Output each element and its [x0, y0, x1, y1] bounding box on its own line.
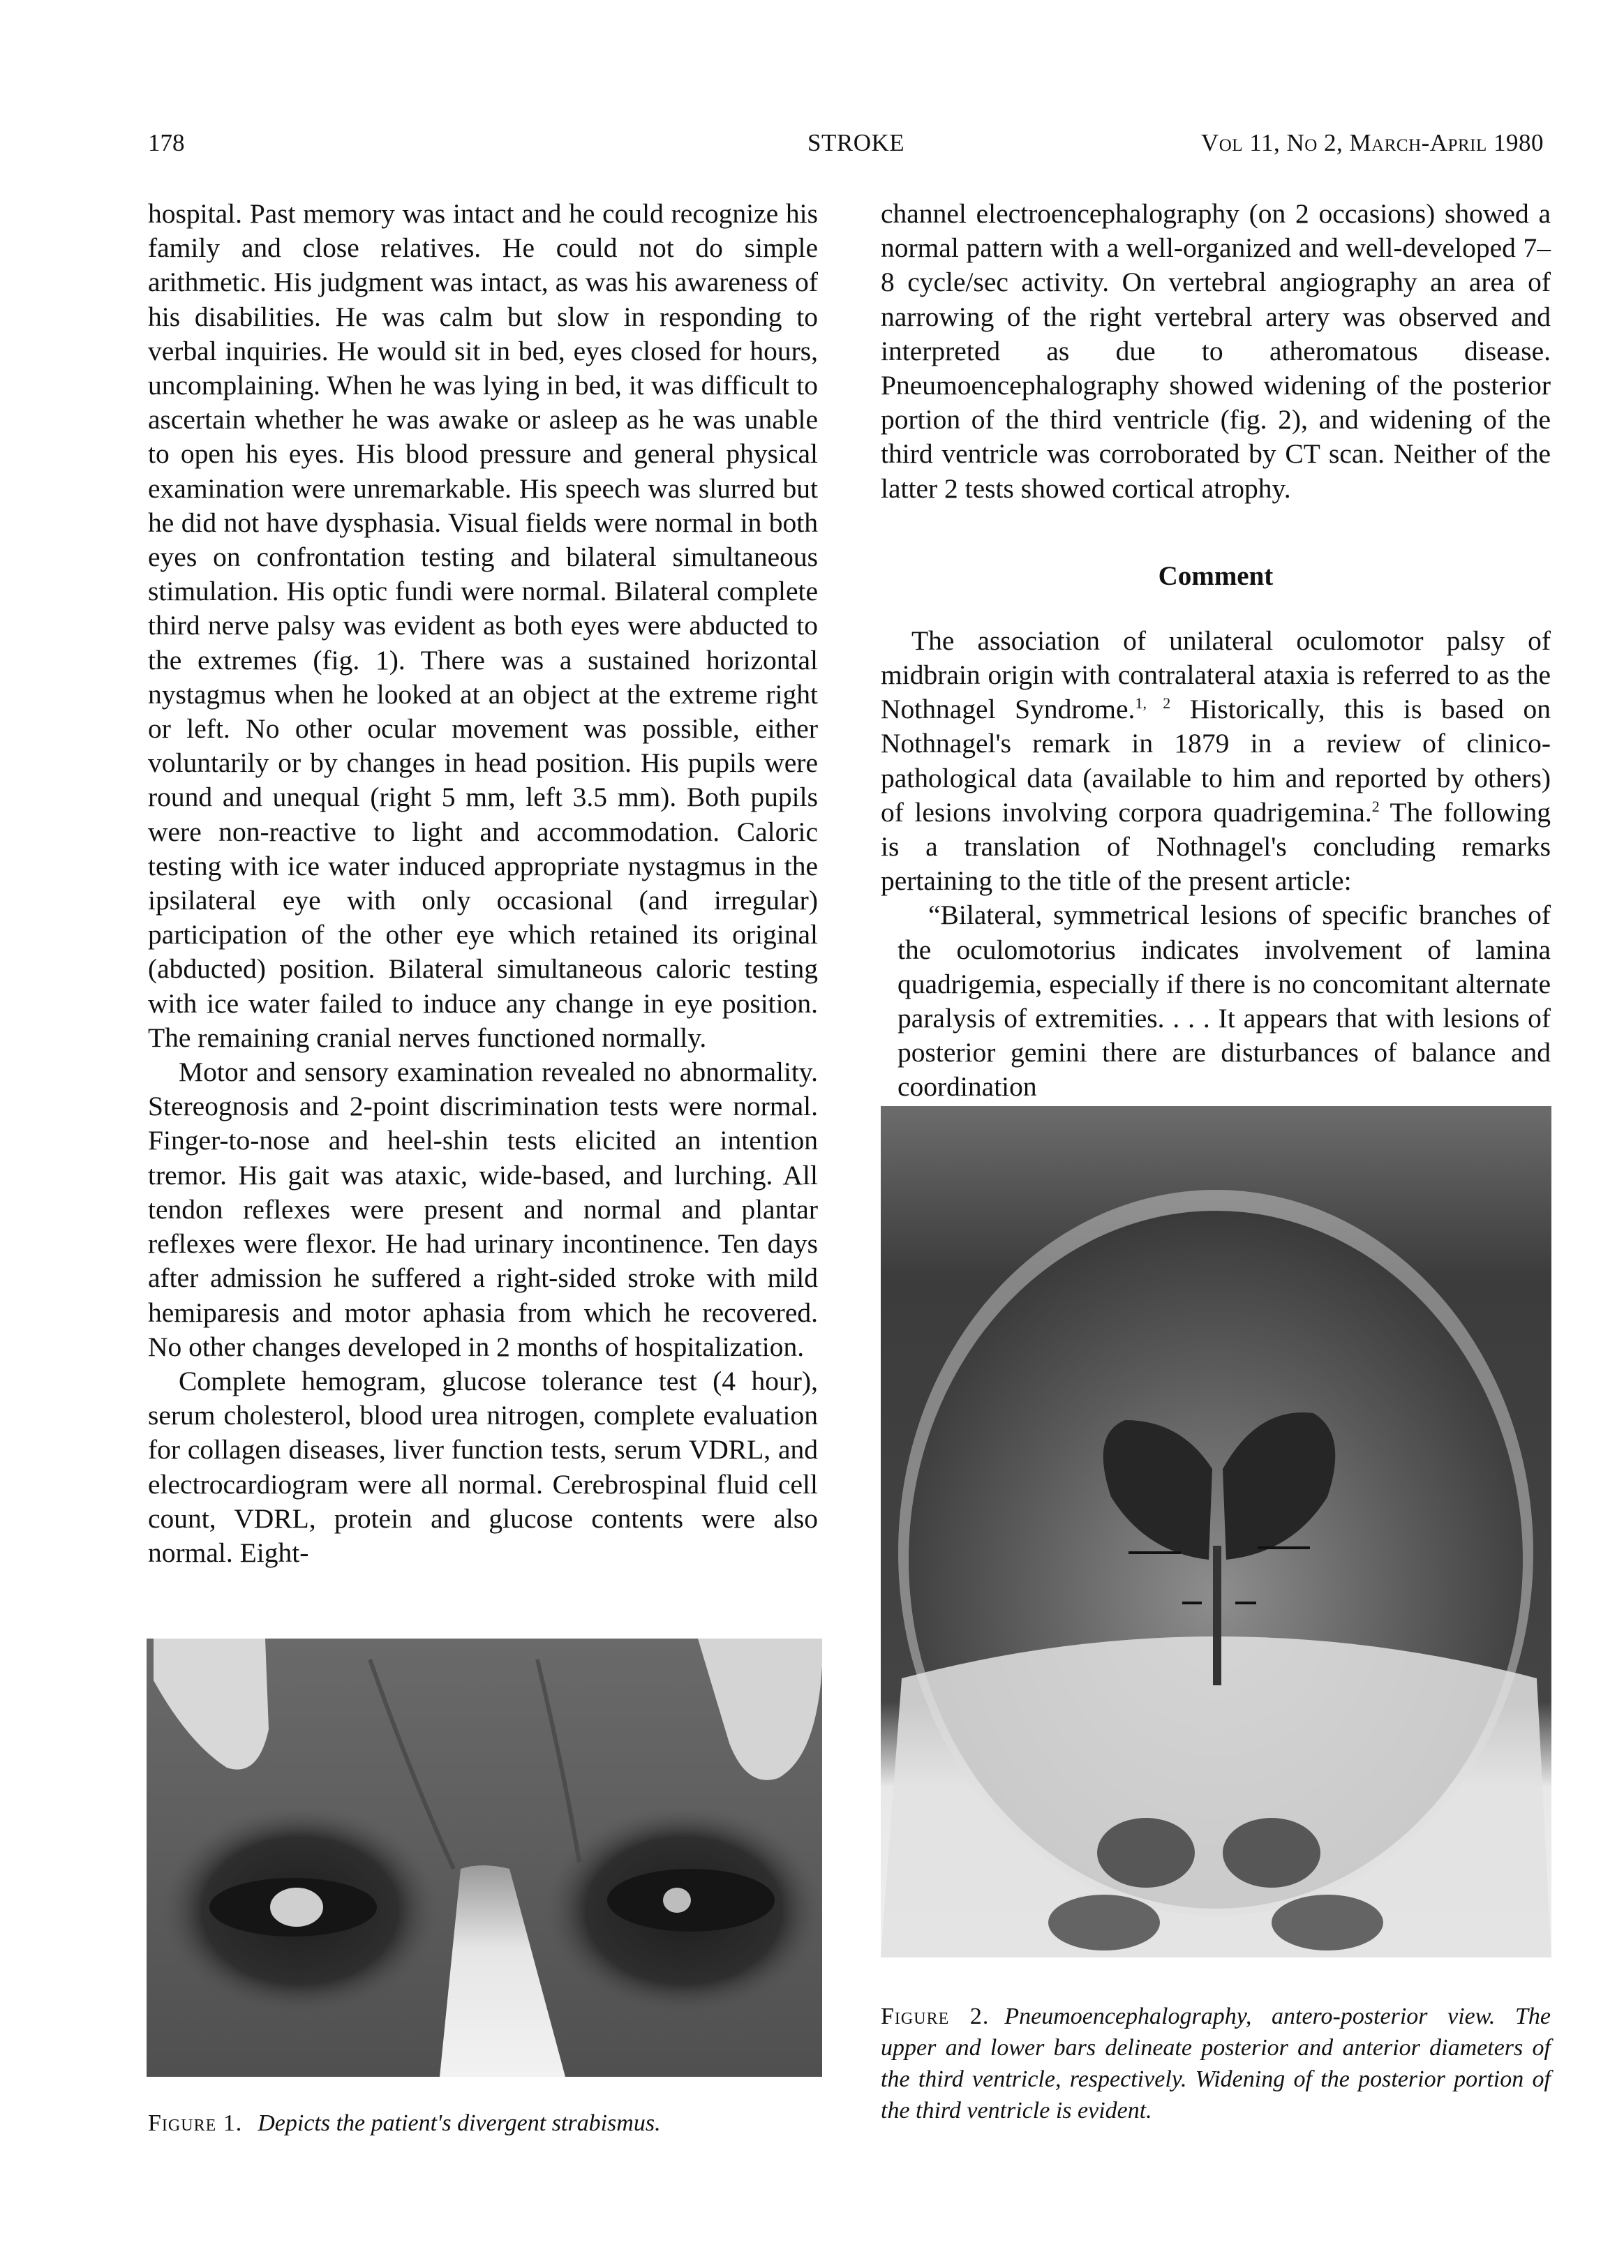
case-paragraph-2: Motor and sensory examination revealed no abnormality. Stereognosis and 2-point discrimination tests were normal. Finger-to-nose and heel-shin tests elicited an intention tremor. His gait was ataxic, wide-based, and lurching. All tendon reflexes were present and normal and plantar reflexes were flexor. He had urinary incontinence. Ten days after admission he suffered a right-sided stroke with mild hemiparesis and motor aphasia from which he recovered. No other changes developed in 2 months of hospitalization.: [148, 1057, 818, 1362]
journal-title: STROKE: [807, 129, 905, 156]
nothnagel-quote: “Bilateral, symmetrical lesions of specific branches of the oculomotorius indicates involvement of lamina quadrigemia, especially if there is no concomitant alternate paralysis of extremities. . . . It appears that with lesions of posterior gemini there are disturbances of balance and coordination: [897, 900, 1551, 1103]
case-paragraph-3: Complete hemogram, glucose tolerance test (4 hour), serum cholesterol, blood urea nitrogen, complete evaluation for collagen diseases, liver function tests, serum VDRL, and electrocardiogram were all normal. Cerebrospinal fluid cell count, VDRL, protein and glucose contents were also normal. Eight-: [148, 1365, 818, 1568]
figure-2-xray: [881, 1106, 1551, 1957]
figure-1-label: Figure 1.: [148, 2110, 243, 2136]
figure-1-photo: [147, 1639, 822, 2077]
pneumoencephalogram-xray-icon: [881, 1106, 1551, 1957]
reference-1-2[interactable]: 1, 2: [1135, 694, 1171, 713]
case-paragraph-1: hospital. Past memory was intact and he could recognize his family and close relatives. He could not do simple arithmetic. His judgment was intact, as was his awareness of his disabilities. He was calm but slow in responding to verbal inquiries. He would sit in bed, eyes closed for hours, uncomplaining. When he was lying in bed, it was difficult to ascertain whether he was awake or asleep as he was unable to open his eyes. His blood pressure and general physical examination were unremarkable. His speech was slurred but he did not have dysphasia. Visual fields were normal in both eyes on confrontation testing and bilateral simultaneous stimulation. His optic fundi were normal. Bilateral complete third nerve palsy was evident as both eyes were abducted to the extremes (fig. 1). There was a sustained horizontal nystagmus when he looked at an object at the extreme right or left. No other ocular movement was possible, either voluntarily or by changes in head position. His pupils were round and unequal (right 5 mm, left 3.5 mm). Both pupils were non-reactive to light and accommodation. Caloric testing with ice water induced appropriate nystagmus in the ipsilateral eye with only occasional (and irregular) participation of the other eye which retained its original (abducted) position. Bilateral simultaneous caloric testing with ice water failed to induce any change in eye position. The remaining cranial nerves functioned normally.: [148, 198, 818, 1053]
page-number: 178: [148, 129, 185, 156]
running-head: [148, 126, 1544, 161]
figure-2-label: Figure 2.: [881, 2004, 990, 2029]
right-column: [881, 197, 1551, 1105]
comment-text-1: The association of unilateral oculomotor palsy of midbrain origin with contralateral ataxia is referred to as the Nothnagel Syndrome.: [881, 625, 1551, 725]
issue-info: Vol 11, No 2, March-April 1980: [1200, 129, 1544, 156]
reference-2[interactable]: 2: [1371, 797, 1380, 815]
case-paragraph-continued: channel electroencephalography (on 2 occasions) showed a normal pattern with a well-organized and well-developed 7–8 cycle/sec activity. On vertebral angiography an area of narrowing of the right vertebral artery was observed and interpreted as due to atheromatous disease. Pneumoencephalography showed widening of the posterior portion of the third ventricle (fig. 2), and widening of the third ventricle was corroborated by CT scan. Neither of the latter 2 tests showed cortical atrophy.: [881, 198, 1551, 504]
figure-2-caption-text: Pneumoencephalography, antero-posterior view. The upper and lower bars delineate posterior and anterior diameters of the third ventricle, respectively. Widening of the posterior portion of the third ventricle is evident.: [881, 2004, 1551, 2124]
figure-1-caption: [148, 2107, 818, 2139]
comment-text-3: The following is a translation of Nothnagel's concluding remarks pertaining to the title of the present article:: [881, 796, 1551, 897]
left-column: [148, 197, 818, 1570]
figure-2-caption: [881, 2001, 1551, 2126]
figure-1-caption-text: Depicts the patient's divergent strabismus.: [258, 2110, 661, 2136]
comment-text-2: Historically, this is based on Nothnagel's remark in 1879 in a review of clinico-pathological data (available to him and reported by others) of lesions involving corpora quadrigemina.: [881, 694, 1551, 828]
comment-paragraph: [881, 624, 1551, 899]
section-heading-comment: Comment: [1158, 560, 1274, 591]
strabismus-photo-icon: [147, 1639, 822, 2077]
